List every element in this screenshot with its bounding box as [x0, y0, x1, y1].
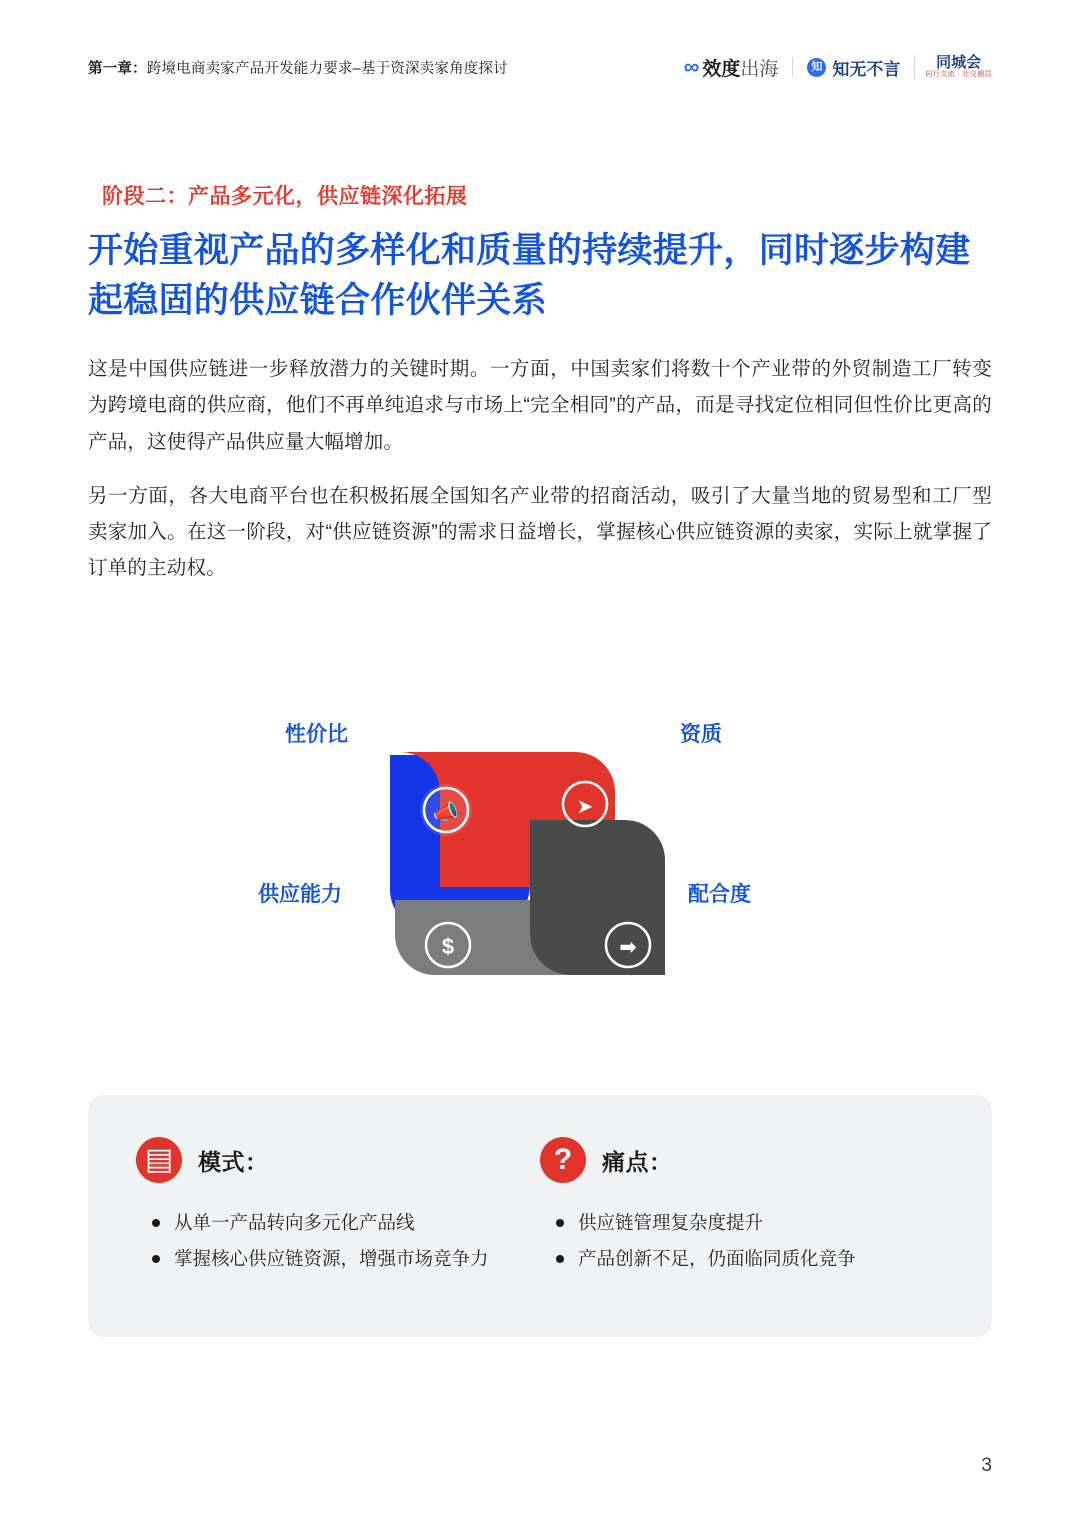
summary-column-painpoint-header [540, 1137, 944, 1183]
infinity-icon: ∞ [683, 54, 697, 79]
summary-column-mode-header [136, 1137, 510, 1183]
summary-column-painpoint [540, 1137, 944, 1277]
diagram-label-top-left: 性价比 [285, 723, 348, 746]
page-header [88, 50, 992, 84]
question-icon [540, 1137, 586, 1183]
section-kicker: 阶段二：产品多元化，供应链深化拓展 [102, 185, 468, 208]
diagram-label-bottom-left: 供应能力 [258, 883, 342, 906]
main-content [88, 180, 992, 604]
diagram-label-bottom-right: 配合度 [688, 883, 751, 906]
arrow-right-icon: ➡ [619, 936, 637, 959]
brand-tongchenghui-subtext: 同行交流 · 社交圈层 [925, 71, 992, 79]
clipboard-icon [136, 1137, 182, 1183]
paper-plane-icon: ➤ [576, 796, 594, 818]
chapter-title: 跨境电商卖家产品开发能力要求–基于资深卖家角度探讨 [146, 60, 508, 77]
brand-xiaodu-text: 效度出海 [702, 58, 779, 80]
pinwheel-diagram [240, 690, 800, 1030]
list-item: 产品创新不足，仍面临同质化竞争 [554, 1241, 944, 1277]
question-icon-glyph: ? [553, 1143, 573, 1176]
diagram-label-top-right: 资质 [680, 723, 722, 746]
brand-tongchenghui-text: 同城会 [936, 54, 982, 72]
megaphone-icon: 📣 [432, 801, 460, 824]
brand-tongchenghui-logo [914, 55, 992, 78]
summary-column-mode-title: 模式： [198, 1148, 269, 1175]
clipboard-icon-glyph: ▤ [144, 1143, 174, 1176]
summary-column-mode-list [136, 1205, 510, 1277]
brand-zhiwubuyan-text: 知无不言 [832, 59, 901, 79]
header-logos [684, 54, 992, 81]
page-number: 3 [981, 1455, 992, 1476]
dollar-icon: $ [441, 934, 455, 959]
zhi-circle-icon: 知 [807, 58, 826, 77]
chapter-label: 第一章： [88, 60, 147, 77]
arm-dark-gray [530, 820, 665, 975]
page-title: 开始重视产品的多样化和质量的持续提升，同时逐步构建起稳固的供应链合作伙伴关系 [88, 231, 971, 320]
body-paragraph-2: 另一方面，各大电商平台也在积极拓展全国知名产业带的招商活动，吸引了大量当地的贸易型和工厂型卖家加入。在这一阶段，对“供应链资源”的需求日益增长，掌握核心供应链资源的卖家，实际上就掌握了订单的主动权。 [88, 484, 992, 579]
logo-divider [792, 57, 793, 77]
header-breadcrumb [88, 57, 508, 78]
body-paragraph-1: 这是中国供应链进一步释放潜力的关键时期。一方面，中国卖家们将数十个产业带的外贸制造工厂转变为跨境电商的供应商，他们不再单纯追求与市场上“完全相同”的产品，而是寻找定位相同但性价比更高的产品，这使得产品供应量大幅增加。 [88, 358, 992, 453]
list-item: 供应链管理复杂度提升 [554, 1205, 944, 1241]
list-item: 掌握核心供应链资源，增强市场竞争力 [150, 1241, 510, 1277]
summary-column-painpoint-title: 痛点： [602, 1148, 673, 1175]
summary-card [88, 1095, 992, 1337]
brand-xiaodu-logo [684, 54, 779, 81]
brand-zhiwubuyan-logo [807, 55, 900, 80]
list-item: 从单一产品转向多元化产品线 [150, 1205, 510, 1241]
summary-column-mode [136, 1137, 540, 1277]
summary-column-painpoint-list [540, 1205, 944, 1277]
